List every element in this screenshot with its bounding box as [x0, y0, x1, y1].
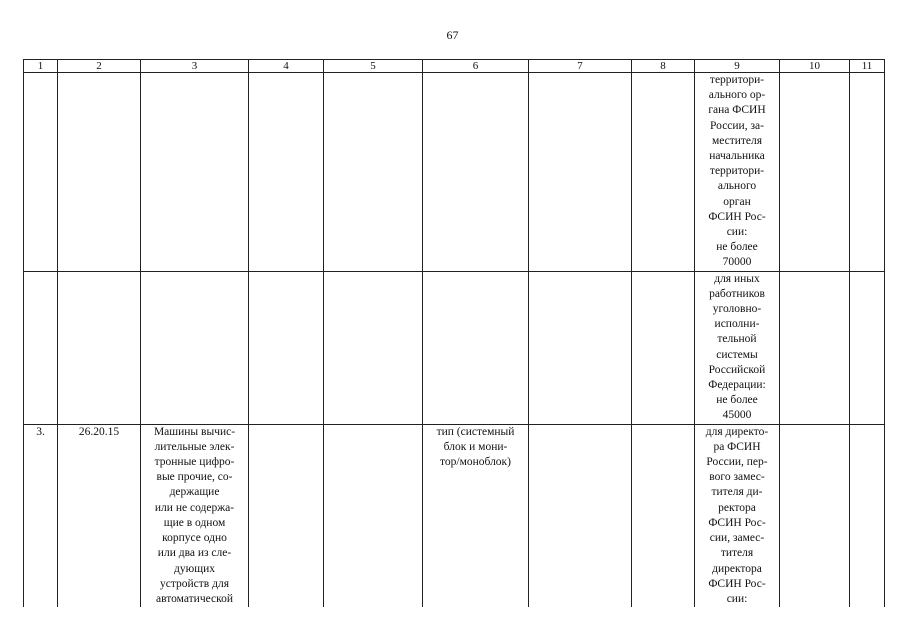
- table-row: [24, 271, 885, 424]
- cell: [58, 271, 141, 424]
- col-number-6: 6: [423, 60, 529, 73]
- cell: [324, 271, 423, 424]
- cell: [529, 424, 632, 607]
- cell: [141, 271, 249, 424]
- cell: [423, 73, 529, 272]
- col-number-4: 4: [249, 60, 324, 73]
- table-row: [24, 424, 885, 607]
- item-number-cell: 3.: [24, 424, 58, 607]
- col-number-11: 11: [850, 60, 885, 73]
- cell: [632, 424, 695, 607]
- col-number-2: 2: [58, 60, 141, 73]
- col-number-8: 8: [632, 60, 695, 73]
- cell: [780, 73, 850, 272]
- cell: [58, 73, 141, 272]
- col-number-5: 5: [324, 60, 423, 73]
- cell: [24, 73, 58, 272]
- cell: [780, 271, 850, 424]
- cell: [249, 424, 324, 607]
- cell: [850, 424, 885, 607]
- col-number-7: 7: [529, 60, 632, 73]
- characteristic-cell: тип (системный блок и мони- тор/моноблок): [423, 424, 529, 607]
- col-number-9: 9: [695, 60, 780, 73]
- item-name-cell: Машины вычис- лительные элек- тронные цифро- вые прочие, со- держащие или не содержа- щие в одном корпусе одно или два из сле- дующих устройств для автоматической: [141, 424, 249, 607]
- price-limit-cell: для иных работников уголовно- исполни- тельной системы Российской Федерации: не более 45000: [695, 271, 780, 424]
- page-number: 67: [446, 28, 459, 42]
- cell: [850, 73, 885, 272]
- price-limit-cell: для директо- ра ФСИН России, пер- вого замес- тителя ди- ректора ФСИН Рос- сии, замес- тителя директора ФСИН Рос- сии:: [695, 424, 780, 607]
- cell: [632, 271, 695, 424]
- table-row: [24, 73, 885, 272]
- cell: [249, 271, 324, 424]
- cell: [141, 73, 249, 272]
- col-number-3: 3: [141, 60, 249, 73]
- cell: [529, 271, 632, 424]
- column-number-row: [24, 60, 885, 73]
- col-number-1: 1: [24, 60, 58, 73]
- cell: [780, 424, 850, 607]
- cell: [529, 73, 632, 272]
- cell: [423, 271, 529, 424]
- cell: [24, 271, 58, 424]
- col-number-10: 10: [780, 60, 850, 73]
- cell: [632, 73, 695, 272]
- requirements-table: [23, 59, 885, 607]
- cell: [324, 73, 423, 272]
- cell: [324, 424, 423, 607]
- price-limit-cell: территори- ального ор- гана ФСИН России, за- местителя начальника территори- ального орган ФСИН Рос- сии: не более 70000: [695, 73, 780, 272]
- okpd-code-cell: 26.20.15: [58, 424, 141, 607]
- cell: [249, 73, 324, 272]
- cell: [850, 271, 885, 424]
